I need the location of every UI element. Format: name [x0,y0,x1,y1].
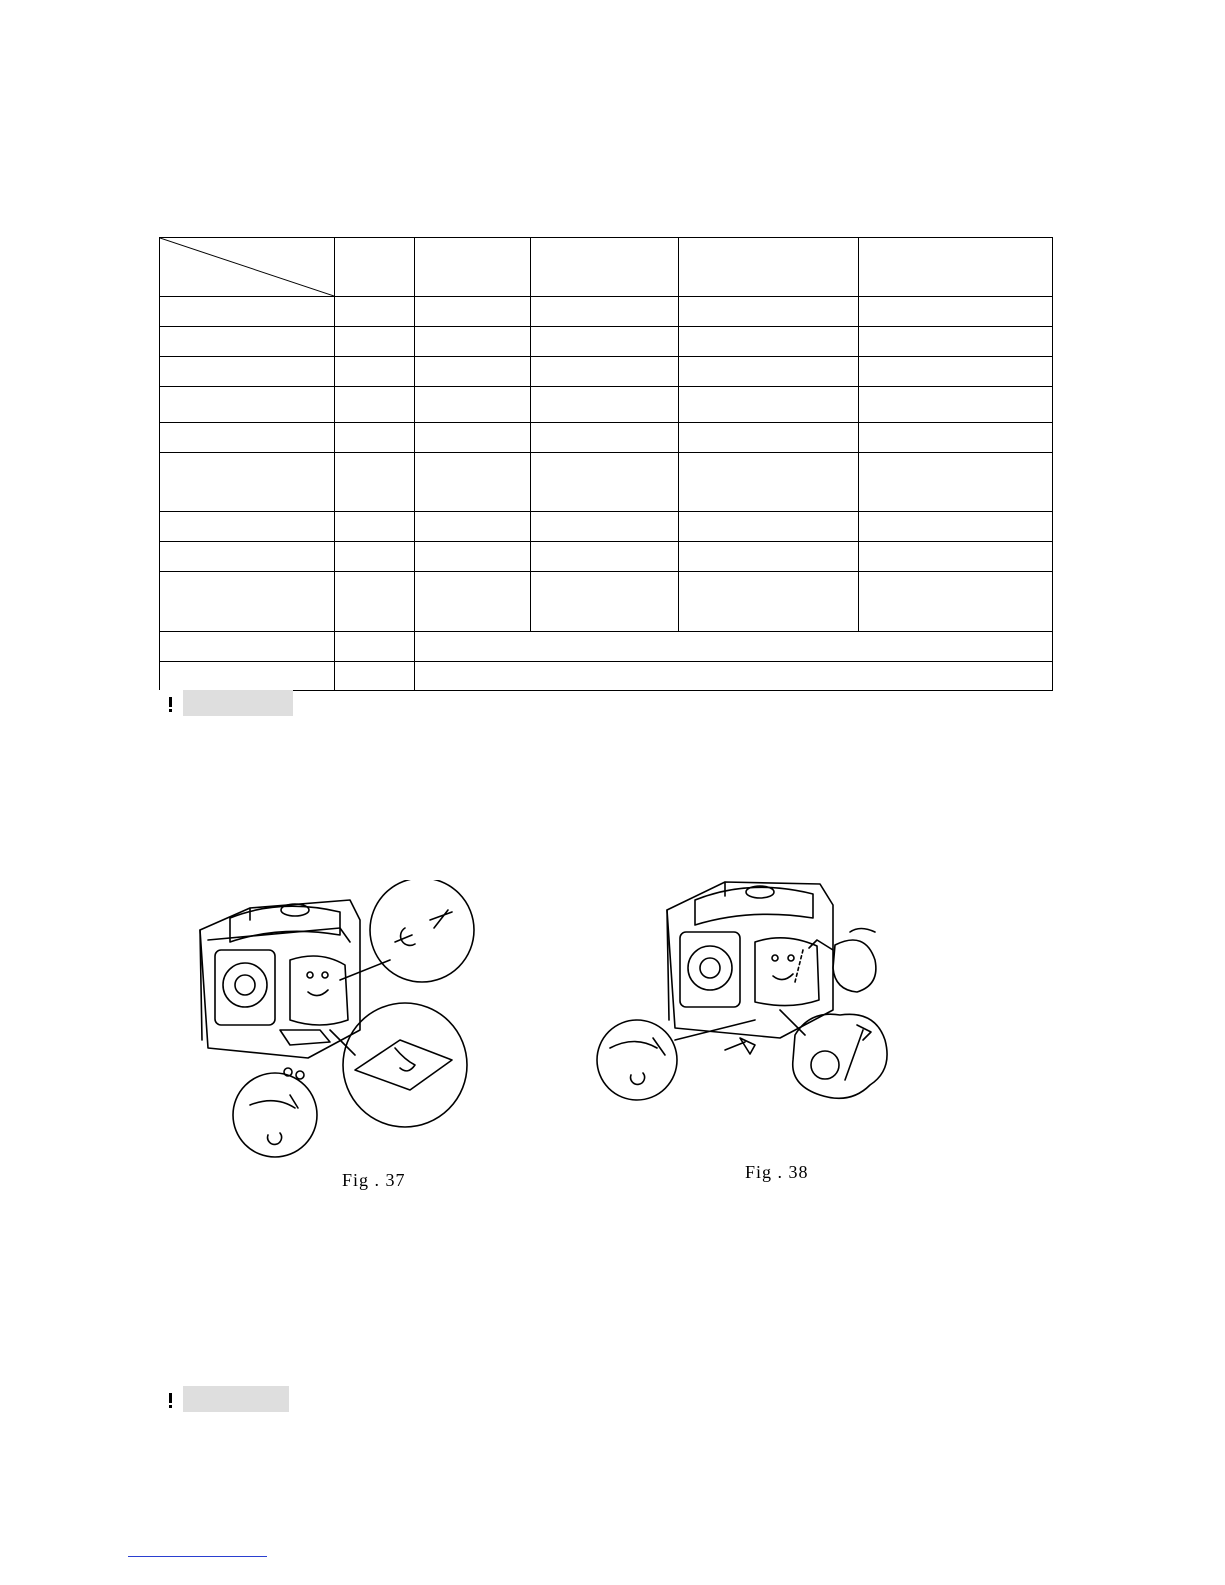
table-cell [415,572,531,632]
table-cell [531,512,679,542]
table-cell [335,387,415,423]
table-header-cell [415,238,531,297]
table-cell [335,572,415,632]
table-cell [335,327,415,357]
table-row [160,297,1053,327]
table-header-cell [335,238,415,297]
table-cell [531,387,679,423]
table-cell [531,423,679,453]
figure-caption: Fig . 37 [342,1170,406,1190]
table-cell [335,632,415,662]
table-cell [859,423,1053,453]
table-cell [335,453,415,512]
table-cell [531,453,679,512]
table-row [160,572,1053,632]
table-cell [160,572,335,632]
table-cell [679,423,859,453]
table-cell [415,453,531,512]
table-row [160,512,1053,542]
table-cell [859,572,1053,632]
table-cell [859,387,1053,423]
table-header-cell [859,238,1053,297]
table-cell [335,357,415,387]
table-cell [531,297,679,327]
table-cell [160,453,335,512]
warning-exclamation-icon [157,1386,183,1412]
table-row [160,357,1053,387]
table-cell [160,297,335,327]
merged-table-cell [415,662,1053,691]
figure-38 [595,870,895,1182]
table-header-cell [679,238,859,297]
table-cell [160,632,335,662]
caution-label [157,1386,289,1412]
generator-oil-drain-illustration [190,880,480,1160]
caution-label [157,690,293,716]
table-header-row [160,238,1053,297]
table-cell [415,542,531,572]
table-cell [679,327,859,357]
table-cell [160,387,335,423]
table-header-cell [531,238,679,297]
table-cell [415,387,531,423]
table-cell [335,297,415,327]
table-cell [859,327,1053,357]
maintenance-schedule-table [159,237,1053,691]
table-cell [160,423,335,453]
table-cell [415,327,531,357]
table-cell [531,327,679,357]
table-cell [859,357,1053,387]
table-cell [415,357,531,387]
table-cell [415,297,531,327]
table-cell [335,423,415,453]
table-cell [859,453,1053,512]
warning-exclamation-icon [157,690,183,716]
table-cell [531,542,679,572]
diagonal-header-cell [160,238,335,297]
generator-oil-refill-illustration [595,870,895,1155]
table-cell [335,512,415,542]
table-row [160,662,1053,691]
table-cell [335,542,415,572]
table-cell [679,453,859,512]
table-cell [160,662,335,691]
figure-37 [190,880,480,1190]
table-row [160,453,1053,512]
table-cell [679,387,859,423]
table-cell [679,297,859,327]
footer-link-underline [128,1556,267,1557]
table-cell [531,572,679,632]
merged-table-cell [415,632,1053,662]
table-cell [160,357,335,387]
table-cell [679,572,859,632]
table-row [160,327,1053,357]
table-cell [415,512,531,542]
table-cell [679,357,859,387]
table-row [160,542,1053,572]
table-cell [160,542,335,572]
table-row [160,387,1053,423]
table-row [160,632,1053,662]
table-cell [679,512,859,542]
table-cell [160,327,335,357]
table-cell [679,542,859,572]
table-row [160,423,1053,453]
table-cell [531,357,679,387]
table-cell [859,542,1053,572]
table-cell [415,423,531,453]
table-cell [160,512,335,542]
figure-caption: Fig . 38 [745,1162,809,1182]
table-cell [859,512,1053,542]
table-cell [335,662,415,691]
table-cell [859,297,1053,327]
